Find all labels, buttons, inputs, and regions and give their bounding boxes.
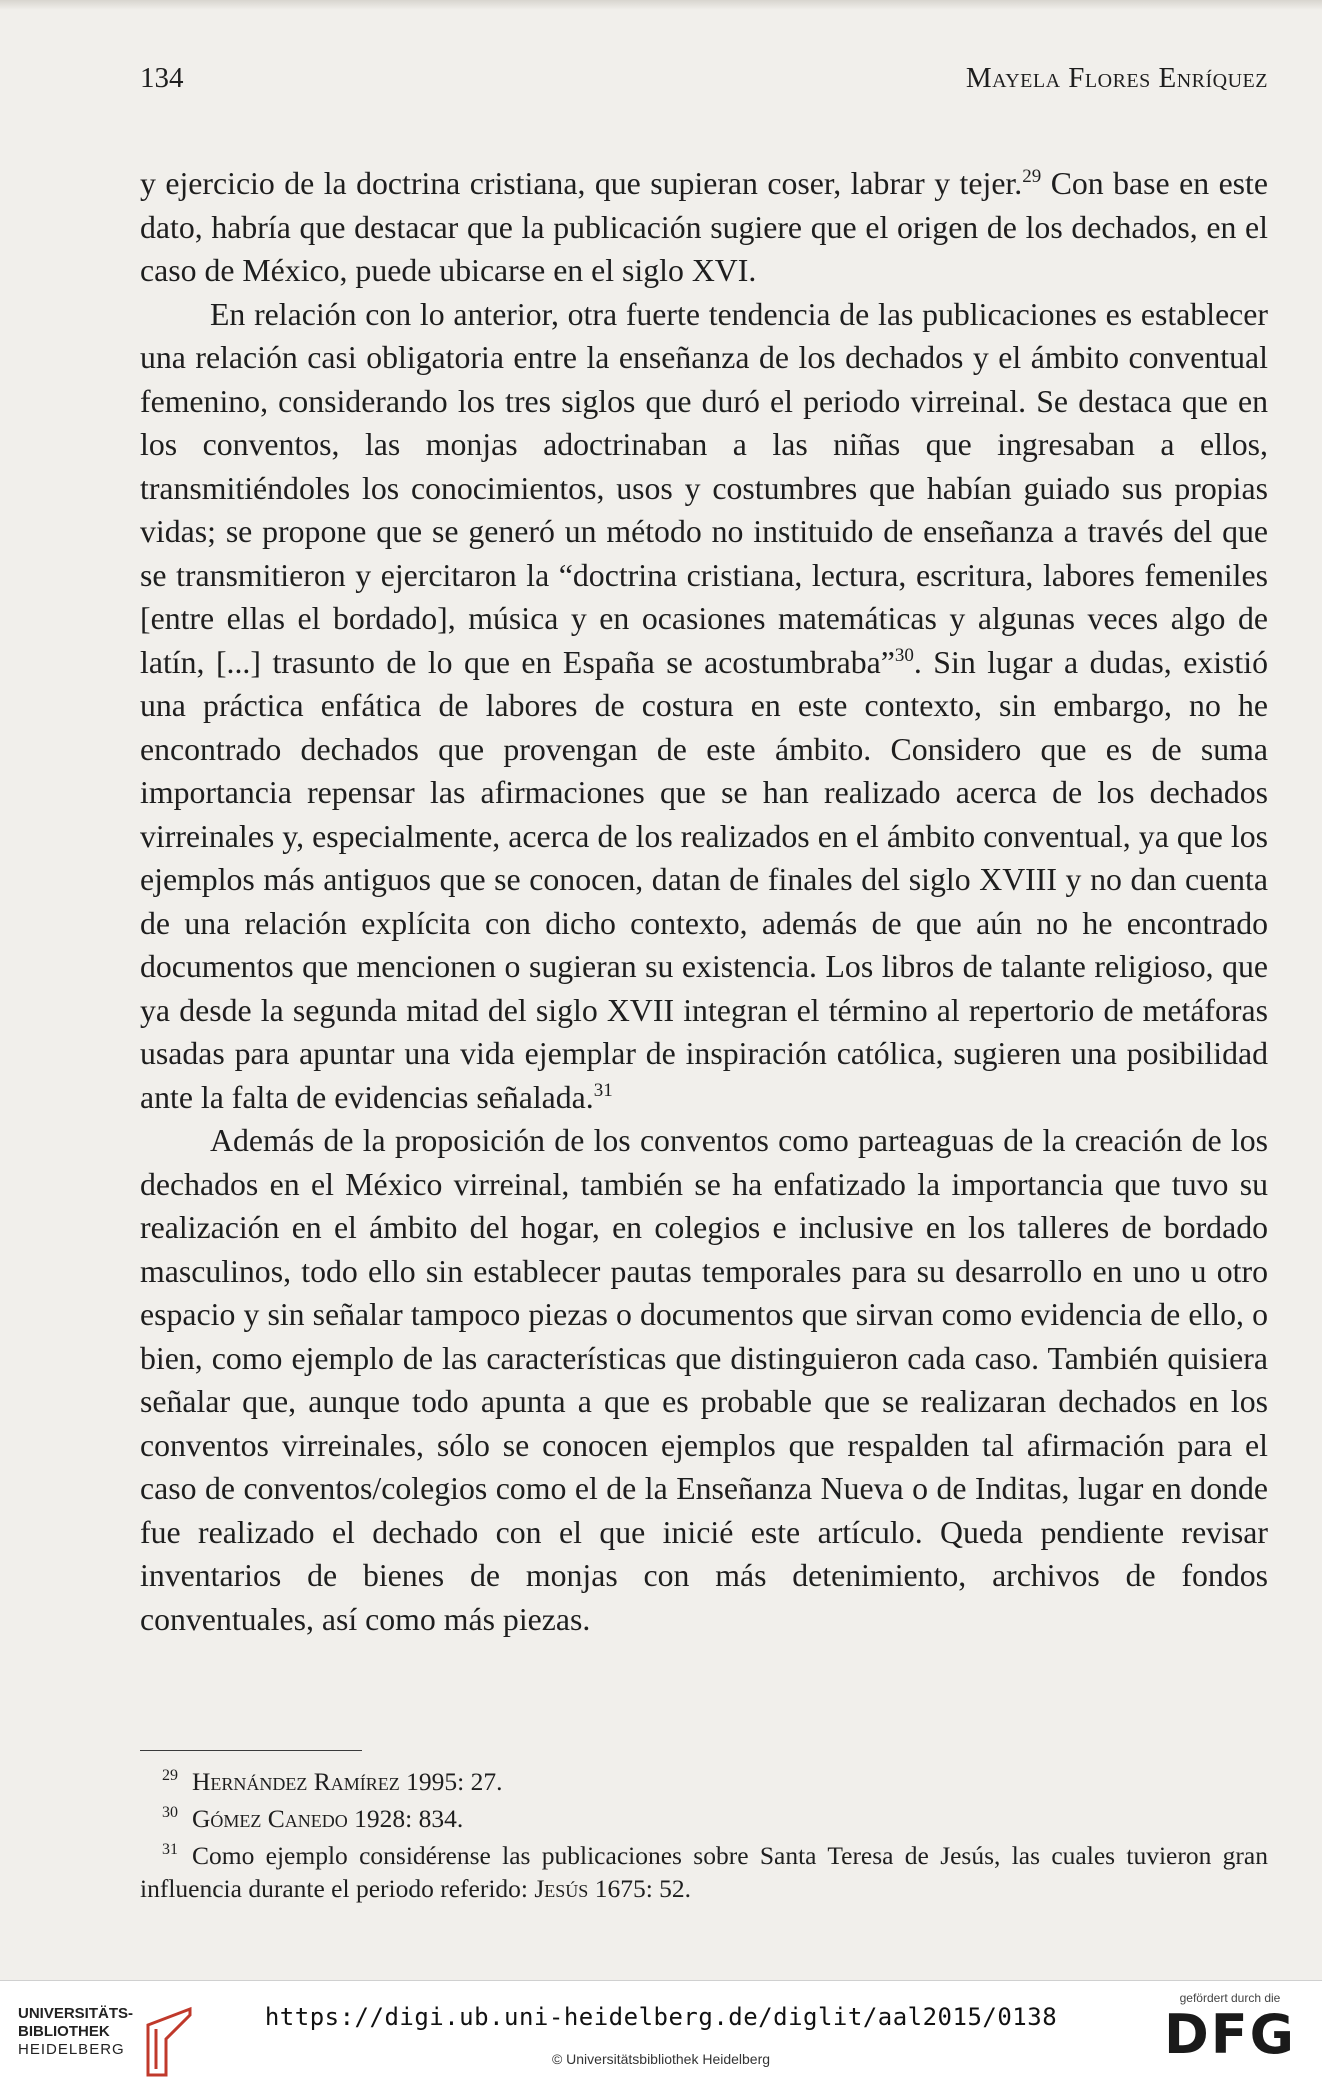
library-name-line-3: HEIDELBERG	[18, 2041, 125, 2058]
paragraph-3: Además de la proposición de los conventos como parteaguas de la creación de los dechados en el México virreinal, también se ha enfatizado la importancia que tuvo su realización en el ámbito del hogar, en colegios e inclusive en los talleres de bordado masculinos, todo ello sin establecer pautas temporales para su desarrollo en uno u otro espacio y sin señalar tampoco piezas o documentos que sirvan como evidencia de ello, o bien, como ejemplo de las características que distinguieron cada caso. También quisiera señalar que, aunque todo apunta a que es probable que se realizaran dechados en los conventos virreinales, sólo se conocen ejemplos que respalden tal afirmación para el caso de conventos/colegios como el de la Enseñanza Nueva o de Inditas, lugar en donde fue realizado el dechado con el que inicié este artículo. Queda pendiente revisar inventarios de bienes de monjas con más detenimiento, archivos de fondos conventuales, así como más piezas.	[140, 1123, 1268, 1637]
footnote-number: 30	[162, 1804, 178, 1821]
funder-caption: gefördert durch die	[1179, 1991, 1281, 2005]
paragraph-2-text-b: . Sin lugar a dudas, existió una práctica enfática de labores de costura en este contexto, sin embargo, no he encontrado dechados que provengan de este ámbito. Considero que es de suma importancia repensar las afirmaciones que se han realizado acerca de los dechados virreinales y, especialmente, acerca de los realizados en el ámbito conventual, ya que los ejemplos más antiguos que se conocen, datan de finales del siglo XVIII y no dan cuenta de una relación explícita con dicho contexto, además de que aún no he encontrado documentos que mencionen o sugieran su existencia. Los libros de talante religioso, que ya desde la segunda mitad del siglo XVII integran el término al repertorio de metáforas usadas para apuntar una vida ejemplar de inspiración católica, sugieren una posibilidad ante la falta de evidencias señalada.	[140, 644, 1268, 1115]
footnote-author: Jesús	[534, 1874, 589, 1903]
footnote-citation: 1928: 834.	[347, 1804, 464, 1833]
footnote-citation: 1675: 52.	[588, 1874, 692, 1903]
footnote-29	[140, 1765, 1268, 1798]
paragraph-1	[140, 162, 1268, 293]
footnote-number: 29	[162, 1767, 178, 1784]
paragraph-1-text-b: Con base en este dato, habría que destacar que la publicación sugiere que el origen de los dechados, en el caso de México, puede ubicarse en el siglo XVI.	[140, 166, 1268, 288]
page-number: 134	[140, 62, 184, 94]
footnote-31	[140, 1839, 1268, 1905]
running-head-author: Mayela Flores Enríquez	[965, 62, 1268, 94]
footnote-separator	[140, 1750, 362, 1751]
footnote-ref-31[interactable]: 31	[593, 1079, 613, 1101]
paragraph-1-text-a: y ejercicio de la doctrina cristiana, que supieran coser, labrar y tejer.	[140, 166, 1023, 201]
footnote-ref-29[interactable]: 29	[1022, 166, 1042, 187]
funder-block[interactable]	[1160, 1991, 1300, 2065]
dfg-logo-icon: DFG	[1163, 2003, 1297, 2066]
running-head	[140, 62, 1268, 102]
paragraph-2-text-a: En relación con lo anterior, otra fuerte tendencia de las publicaciones es establecer una relación casi obligatoria entre la enseñanza de los dechados y el ámbito conventual femenino, considerando los tres siglos que duró el periodo virreinal. Se destaca que en los conventos, las monjas adoctrinaban a las niñas que ingresaban a ellos, transmitiéndoles los conocimientos, usos y costumbres que habían guiado sus propias vidas; se propone que se generó un método no instituido de enseñanza a través del que se transmitieron y ejercitaron la “doctrina cristiana, lectura, escritura, labores femeniles [entre ellas el bordado], música y en ocasiones matemáticas y algunas veces algo de latín, [...] trasunto de lo que en España se acostumbraba”	[140, 296, 1268, 680]
digitization-footer	[0, 1980, 1322, 2086]
footnotes	[140, 1765, 1268, 1909]
footnote-citation: 1995: 27.	[399, 1767, 503, 1796]
permalink-url[interactable]: https://digi.ub.uni-heidelberg.de/diglit/aal2015/0138	[264, 2003, 1058, 2031]
paragraph-2	[140, 293, 1268, 1120]
library-name-line-1: UNIVERSITÄTS-	[18, 2005, 134, 2022]
main-text	[140, 162, 1268, 1641]
copyright-notice: © Universitätsbibliothek Heidelberg	[551, 2051, 771, 2067]
library-name-line-2: BIBLIOTHEK	[18, 2023, 110, 2040]
footnote-text: Como ejemplo considérense las publicaciones sobre Santa Teresa de Jesús, las cuales tuvieron gran influencia durante el periodo referido:	[140, 1841, 1268, 1903]
footnote-author: Hernández Ramírez	[192, 1767, 400, 1796]
page-top-edge	[0, 0, 1322, 10]
footnote-30	[140, 1802, 1268, 1835]
footnote-number: 31	[162, 1841, 178, 1858]
footnote-author: Gómez Canedo	[192, 1804, 348, 1833]
footnote-ref-30[interactable]: 30	[894, 644, 914, 666]
